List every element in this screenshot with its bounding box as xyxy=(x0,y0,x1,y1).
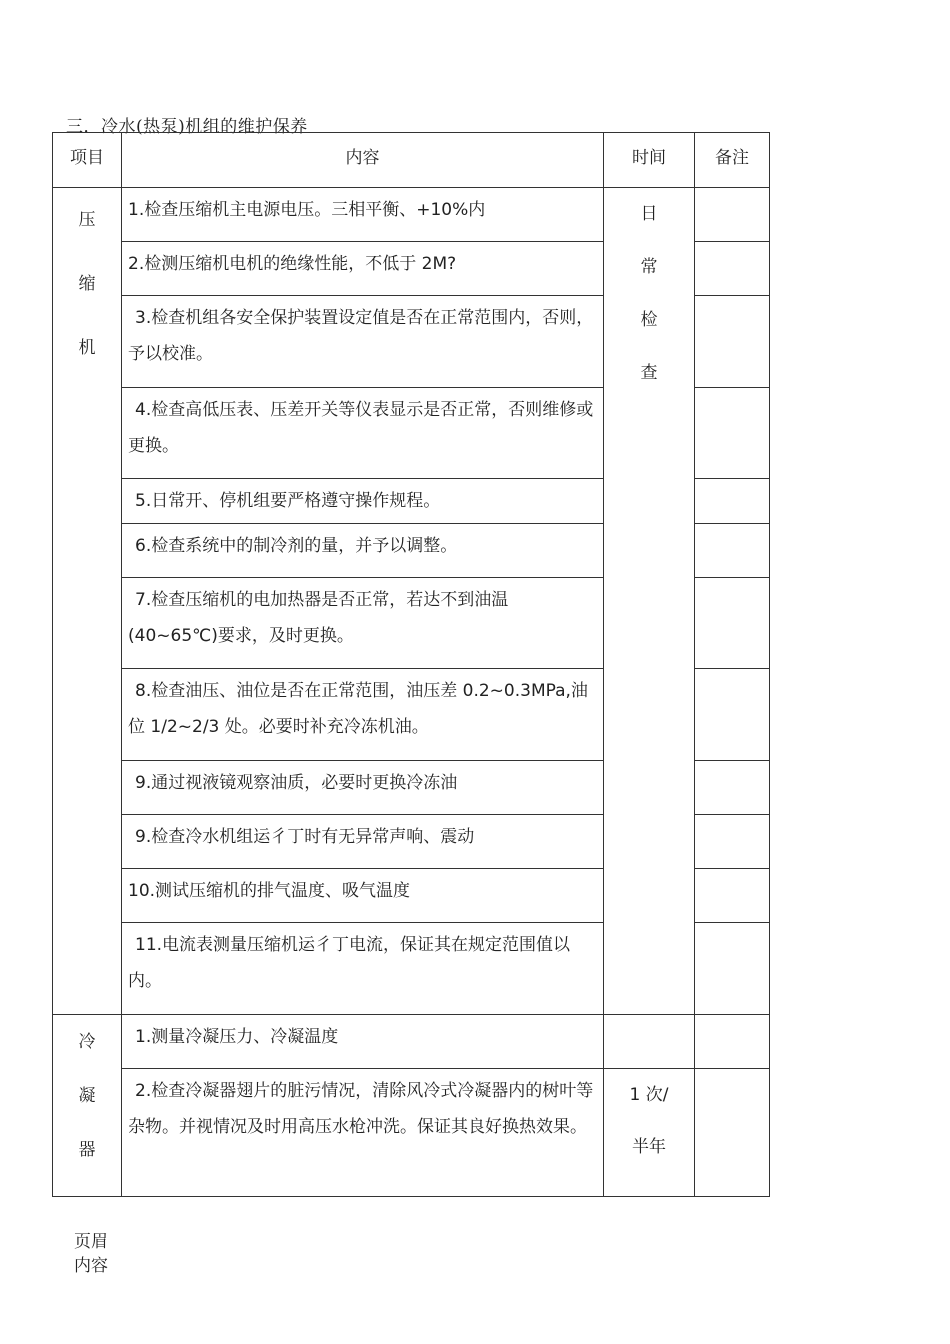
item-char: 缩 xyxy=(78,274,96,294)
content-text: 4.检查高低压表、压差开关等仪表显示是否正常，否则维修或更换。 xyxy=(128,400,594,456)
item-condenser xyxy=(53,1015,122,1197)
content-cell xyxy=(122,923,604,1015)
content-text: 7.检查压缩机的电加热器是否正常，若达不到油温(40~65℃)要求，及时更换。 xyxy=(128,590,509,646)
time-line: 半年 xyxy=(632,1137,666,1157)
table-row xyxy=(53,1069,770,1197)
time-half-year xyxy=(604,1069,695,1197)
header-item: 项目 xyxy=(53,133,122,188)
notes-cell xyxy=(695,524,770,578)
item-char: 机 xyxy=(78,338,96,358)
content-cell xyxy=(122,1015,604,1069)
header-time: 时间 xyxy=(604,133,695,188)
content-cell xyxy=(122,388,604,479)
notes-cell xyxy=(695,242,770,296)
time-cell xyxy=(604,1015,695,1069)
content-text: 10.测试压缩机的排气温度、吸气温度 xyxy=(128,881,411,901)
content-text: 5.日常开、停机组要严格遵守操作规程。 xyxy=(135,491,441,511)
content-text: 9.检查冷水机组运彳丁时有无异常声响、震动 xyxy=(135,827,475,847)
content-cell xyxy=(122,296,604,388)
content-text: 3.检查机组各安全保护装置设定值是否在正常范围内，否则，予以校准。 xyxy=(128,308,594,364)
content-text: 1.测量冷凝压力、冷凝温度 xyxy=(135,1027,339,1047)
content-cell xyxy=(122,188,604,242)
table-row xyxy=(53,188,770,242)
notes-cell xyxy=(695,1069,770,1197)
content-cell xyxy=(122,479,604,524)
time-char: 日 xyxy=(640,204,658,224)
notes-cell xyxy=(695,669,770,761)
footer-line: 页眉 xyxy=(74,1232,108,1252)
content-text: 2.检查冷凝器翅片的脏污情况，清除风冷式冷凝器内的树叶等杂物。并视情况及时用高压水枪冲洗。保证其良好换热效果。 xyxy=(128,1081,594,1137)
content-cell xyxy=(122,815,604,869)
footer-line: 内容 xyxy=(74,1256,108,1276)
content-cell xyxy=(122,869,604,923)
notes-cell xyxy=(695,578,770,669)
notes-cell xyxy=(695,388,770,479)
content-text: 6.检查系统中的制冷剂的量，并予以调整。 xyxy=(135,536,458,556)
table-header-row xyxy=(53,133,770,188)
notes-cell xyxy=(695,1015,770,1069)
time-line: 1 次/ xyxy=(629,1085,669,1105)
item-char: 凝 xyxy=(78,1086,96,1106)
header-content: 内容 xyxy=(122,133,604,188)
time-char: 查 xyxy=(640,363,658,383)
notes-cell xyxy=(695,761,770,815)
notes-cell xyxy=(695,815,770,869)
item-char: 冷 xyxy=(78,1032,96,1052)
time-daily-check xyxy=(604,188,695,1015)
header-notes: 备注 xyxy=(695,133,770,188)
content-cell xyxy=(122,669,604,761)
notes-cell xyxy=(695,188,770,242)
content-cell xyxy=(122,1069,604,1197)
notes-cell xyxy=(695,479,770,524)
table-row xyxy=(53,1015,770,1069)
maintenance-table xyxy=(52,132,770,1197)
content-text: 2.检测压缩机电机的绝缘性能，不低于 2M? xyxy=(128,254,457,274)
item-char: 器 xyxy=(78,1140,96,1160)
content-cell xyxy=(122,578,604,669)
item-char: 压 xyxy=(78,210,96,230)
notes-cell xyxy=(695,923,770,1015)
page-header-content xyxy=(74,1230,108,1278)
content-cell xyxy=(122,524,604,578)
section-title: 三．冷水(热泵)机组的维护保养 xyxy=(66,117,308,137)
content-cell xyxy=(122,242,604,296)
item-compressor xyxy=(53,188,122,1015)
notes-cell xyxy=(695,869,770,923)
content-cell xyxy=(122,761,604,815)
time-char: 检 xyxy=(640,310,658,330)
content-text: 9.通过视液镜观察油质，必要时更换冷冻油 xyxy=(135,773,458,793)
notes-cell xyxy=(695,296,770,388)
content-text: 8.检查油压、油位是否在正常范围，油压差 0.2~0.3MPa,油位 1/2~2/3 处。必要时补充冷冻机油。 xyxy=(128,681,588,737)
time-char: 常 xyxy=(640,257,658,277)
content-text: 11.电流表测量压缩机运彳丁电流，保证其在规定范围值以内。 xyxy=(128,935,571,991)
content-text: 1.检查压缩机主电源电压。三相平衡、+10%内 xyxy=(128,200,486,220)
